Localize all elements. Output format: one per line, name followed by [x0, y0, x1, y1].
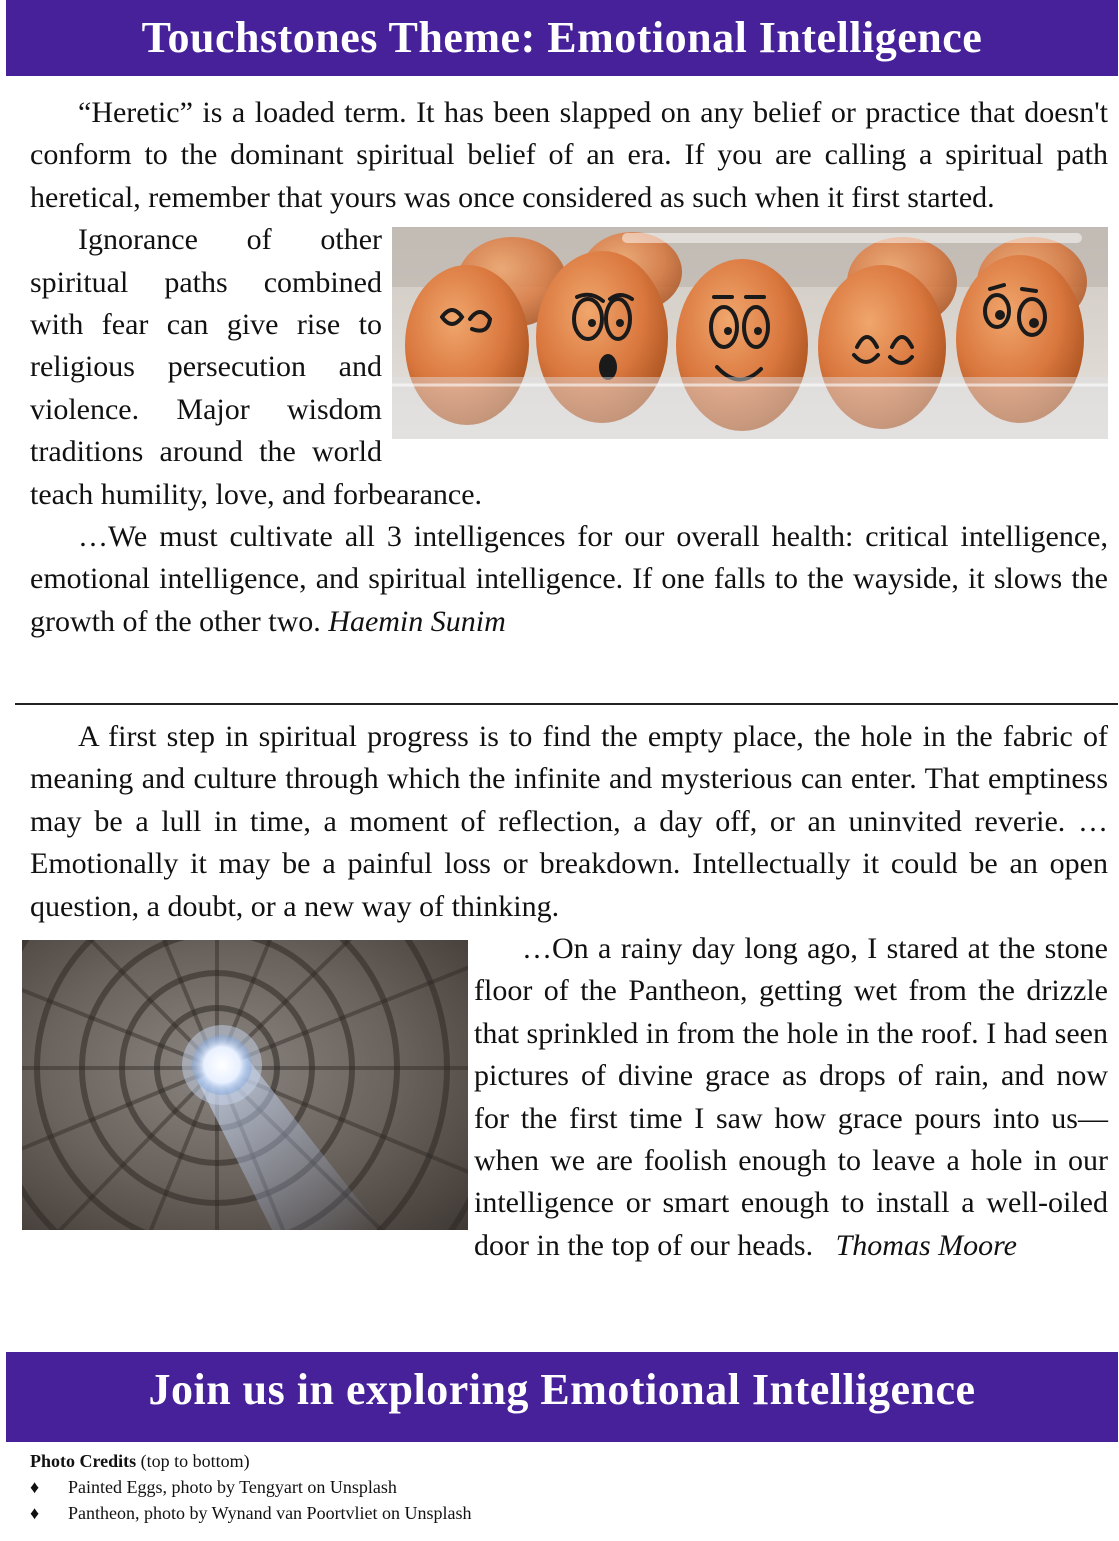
paragraph-rainy-day-text: …On a rainy day long ago, I stared at the stone floor of the Pantheon, getting wet from the drizzle that sprinkled in from the hole in the roof. I had seen pictures of divine grace as drops of rain, and now for the first time I saw how grace pours into us—when we are foolish enough to leave a hole in our intelligence or smart enough to install a well-oiled door in the top of our heads.	[474, 932, 1108, 1262]
photo-credits-heading-line	[30, 1448, 1090, 1474]
footer-title: Join us in exploring Emotional Intelligence	[148, 1365, 976, 1414]
page-title: Touchstones Theme: Emotional Intelligence	[141, 13, 983, 62]
footer-banner	[6, 1352, 1118, 1442]
paragraph-ignorance: Ignorance of other spiritual paths combined with fear can give rise to religious persecution and violence. Major wisdom traditions around the world teach humility, love, and forbearance.	[30, 223, 483, 511]
painted-eggs-photo	[392, 227, 1108, 439]
diamond-bullet-icon: ♦	[30, 1503, 40, 1523]
section-heretic-quote	[30, 92, 1108, 643]
paragraph-empty-place: A first step in spiritual progress is to find the empty place, the hole in the fabric of meaning and culture through which the infinite and mysterious can enter. That emptiness may be a lull in time, a moment of reflection, a day off, or an uninvited reverie. …Emotionally it may be a painful loss or breakdown. Intellectually it could be an open question, a doubt, or a new way of thinking.	[30, 720, 1108, 923]
photo-credits-subheading: (top to bottom)	[140, 1451, 250, 1471]
paragraph-intelligences	[30, 516, 1108, 643]
photo-credits-list	[30, 1474, 1090, 1526]
pantheon-photo	[22, 940, 468, 1230]
section-pantheon-quote	[30, 716, 1108, 1267]
paragraph-intelligences-text: …We must cultivate all 3 intelligences for our overall health: critical intelligence, emotional intelligence, and spiritual intelligence. If one falls to the wayside, it slows the growth of the other two.	[30, 520, 1108, 638]
diamond-bullet-icon: ♦	[30, 1477, 40, 1497]
section-divider	[15, 703, 1118, 705]
credit-text: Painted Eggs, photo by Tengyart on Unsplash	[68, 1477, 397, 1497]
paragraph-heretic: “Heretic” is a loaded term. It has been slapped on any belief or practice that doesn't conform to the dominant spiritual belief of an era. If you are calling a spiritual path heretical, remember that yours was once considered as such when it first started.	[30, 96, 1108, 214]
photo-credits-heading: Photo Credits	[30, 1451, 137, 1471]
list-item	[30, 1500, 1090, 1526]
quote-author: Haemin Sunim	[328, 604, 506, 638]
quote-author-moore: Thomas Moore	[835, 1228, 1018, 1262]
photo-credits	[30, 1448, 1090, 1526]
header-banner	[6, 0, 1118, 76]
credit-text: Pantheon, photo by Wynand van Poortvliet on Unsplash	[68, 1503, 472, 1523]
list-item	[30, 1474, 1090, 1500]
